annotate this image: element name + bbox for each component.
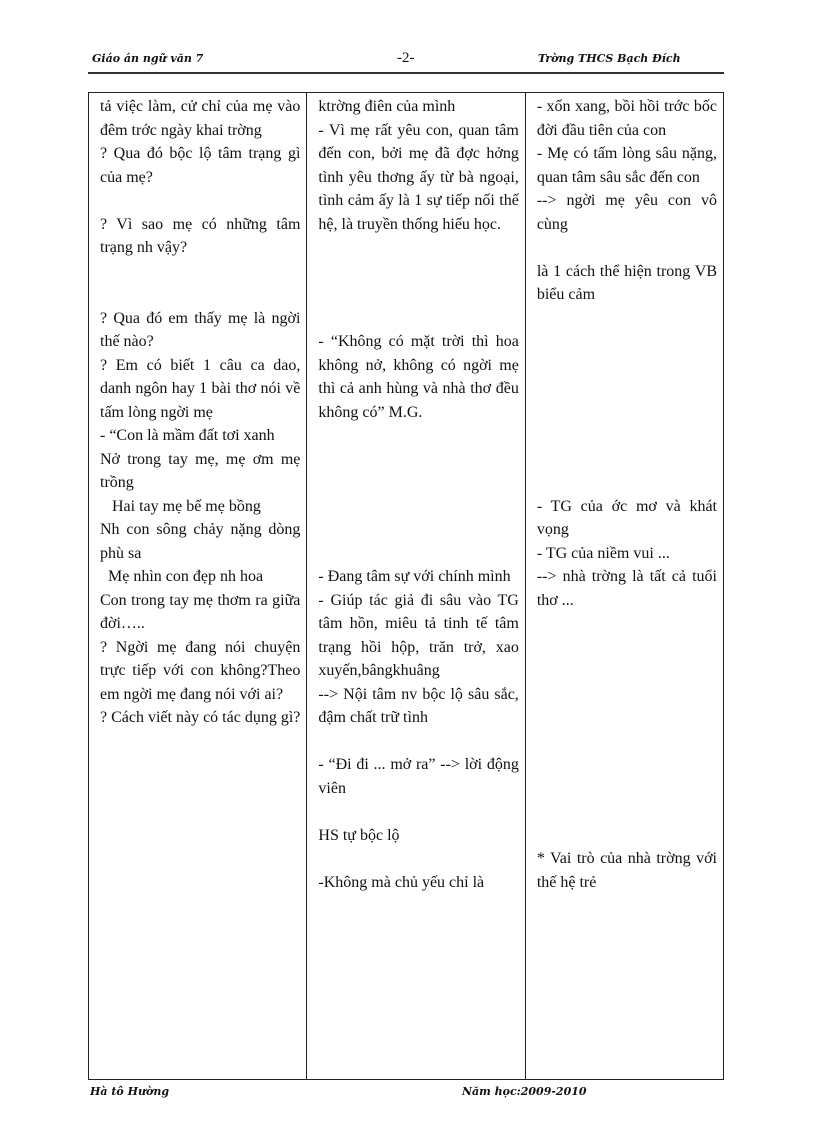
- table-row: [89, 93, 724, 1080]
- cell-paragraph: [537, 307, 717, 331]
- cell-paragraph: [537, 424, 717, 448]
- cell-paragraph: - TG của ớc mơ và khát vọng: [536, 497, 721, 538]
- cell-paragraph: - “Con là mầm đất tơi xanh: [100, 427, 275, 444]
- cell-paragraph: [537, 683, 717, 707]
- cell-paragraph: [537, 706, 717, 730]
- cell-paragraph: [537, 659, 717, 683]
- cell-paragraph: [537, 236, 717, 260]
- cell-paragraph: [537, 401, 717, 425]
- cell-paragraph: [537, 800, 717, 824]
- cell-paragraph: ? Em có biết 1 câu ca dao, danh ngôn hay 1 bài thơ nói về tấm lòng ngời mẹ: [100, 356, 305, 421]
- cell-paragraph: --> Nội tâm nv bộc lộ sâu sắc, đậm chất trữ tình: [318, 685, 523, 726]
- cell-paragraph: Nh con sông chảy nặng dòng phù sa: [100, 521, 305, 562]
- cell-paragraph: ? Vì sao mẹ có những tâm trạng nh vậy?: [100, 215, 305, 256]
- cell-paragraph: Mẹ nhìn con đẹp nh hoa: [100, 568, 264, 585]
- cell-paragraph: [537, 753, 717, 777]
- cell-paragraph: [537, 824, 717, 848]
- cell-paragraph: [537, 730, 717, 754]
- cell-paragraph: [318, 424, 518, 448]
- cell-paragraph: [318, 495, 518, 519]
- header-document-title: Giáo án ngữ văn 7: [92, 52, 204, 65]
- cell-paragraph: [100, 189, 300, 213]
- cell-paragraph: [537, 777, 717, 801]
- cell-paragraph: [318, 283, 518, 307]
- cell-paragraph: [318, 518, 518, 542]
- cell-paragraph: Con trong tay mẹ thơm ra giữa đời…..: [100, 591, 305, 632]
- cell-paragraph: [100, 283, 300, 307]
- cell-paragraph: Hai tay mẹ bế mẹ bồng: [100, 497, 261, 515]
- cell-paragraph: HS tự bộc lộ: [318, 826, 400, 844]
- cell-paragraph: - “Đi đi ... mở ra” --> lời động viên: [318, 756, 523, 797]
- cell-paragraph: --> ngời mẹ yêu con vô cùng: [536, 192, 721, 233]
- cell-paragraph: [318, 448, 518, 472]
- header-school-name: Trờng THCS Bạch Đích: [538, 52, 681, 65]
- answers-column: [307, 93, 525, 1080]
- footer-author: Hà tô Hường: [90, 1085, 170, 1098]
- cell-paragraph: [318, 471, 518, 495]
- lesson-table: [88, 92, 724, 1080]
- cell-paragraph: - Đang tâm sự với chính mình: [318, 568, 511, 585]
- cell-paragraph: ? Qua đó bộc lộ tâm trạng gì của mẹ?: [100, 145, 305, 186]
- cell-paragraph: [318, 800, 518, 824]
- cell-paragraph: ? Cách viết này có tác dụng gì?: [100, 709, 301, 726]
- cell-paragraph: - xốn xang, bồi hồi trớc bốc đời đầu tiên của con: [536, 98, 721, 139]
- cell-paragraph: [318, 847, 518, 871]
- cell-paragraph: [537, 354, 717, 378]
- cell-paragraph: [100, 260, 300, 284]
- cell-paragraph: [537, 448, 717, 472]
- cell-paragraph: [318, 542, 518, 566]
- cell-paragraph: [318, 260, 518, 284]
- cell-paragraph: --> nhà trờng là tất cả tuổi thơ ...: [536, 568, 721, 609]
- cell-paragraph: [537, 471, 717, 495]
- notes-column: [525, 93, 723, 1080]
- cell-paragraph: là 1 cách thể hiện trong VB biểu cảm: [536, 262, 721, 303]
- questions-column: [89, 93, 307, 1080]
- cell-paragraph: tả việc làm, cử chỉ của mẹ vào đêm trớc ngày khai trờng: [100, 98, 305, 139]
- cell-paragraph: [537, 612, 717, 636]
- cell-paragraph: [537, 330, 717, 354]
- cell-paragraph: - Vì mẹ rất yêu con, quan tâm đến con, bởi mẹ đã đợc hởng tình yêu thơng ấy từ bà ngoại, tình cảm ấy là 1 sự tiếp nối thế hệ, là truyền thống hiếu học.: [318, 121, 523, 233]
- cell-paragraph: - “Không có mặt trời thì hoa không nở, không có ngời mẹ thì cả anh hùng và nhà thơ đều không có” M.G.: [318, 333, 523, 421]
- footer-school-year: Năm học:2009-2010: [462, 1085, 587, 1098]
- cell-paragraph: [318, 730, 518, 754]
- cell-paragraph: - TG của niềm vui ...: [536, 544, 670, 562]
- cell-paragraph: -Không mà chủ yếu chỉ là: [318, 873, 485, 891]
- cell-paragraph: Nở trong tay mẹ, mẹ ơm mẹ trồng: [100, 450, 305, 491]
- header-rule: [88, 72, 724, 74]
- page-number: -2-: [397, 50, 415, 66]
- cell-paragraph: - Mẹ có tấm lòng sâu nặng, quan tâm sâu sắc đến con: [536, 145, 721, 186]
- cell-paragraph: ktrờng điên của mình: [318, 98, 456, 115]
- cell-paragraph: [537, 377, 717, 401]
- cell-paragraph: [318, 307, 518, 331]
- cell-paragraph: ? Qua đó em thấy mẹ là ngời thế nào?: [100, 309, 305, 350]
- cell-paragraph: [318, 236, 518, 260]
- cell-paragraph: [537, 636, 717, 660]
- cell-paragraph: - Giúp tác giả đi sâu vào TG tâm hồn, miêu tả tinh tế tâm trạng hồi hộp, trăn trở, xao xuyến,bângkhuâng: [318, 591, 523, 679]
- cell-paragraph: * Vai trò của nhà trờng với thế hệ trẻ: [536, 850, 721, 891]
- cell-paragraph: ? Ngời mẹ đang nói chuyện trực tiếp với con không?Theo em ngời mẹ đang nói với ai?: [100, 638, 305, 703]
